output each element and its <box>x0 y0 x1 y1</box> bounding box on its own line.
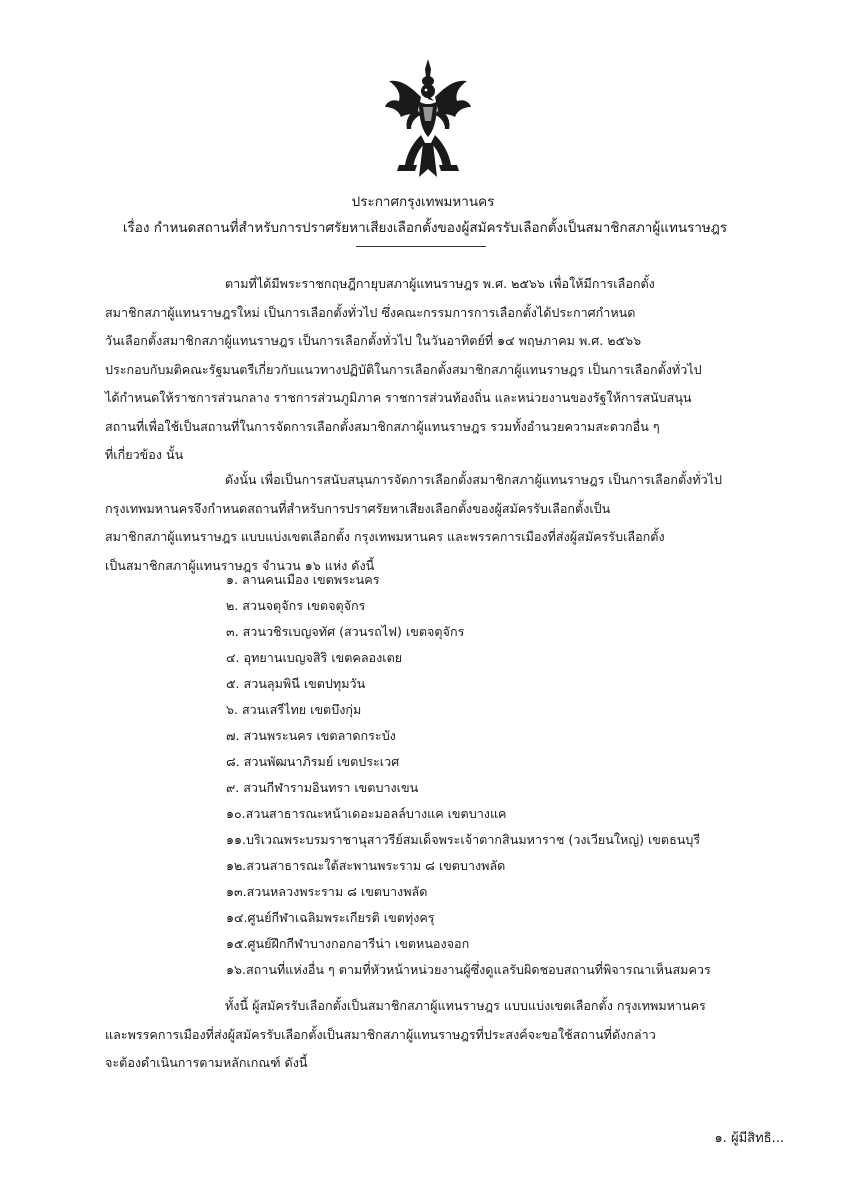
garuda-emblem-icon <box>383 57 473 179</box>
list-item: ๘. สวนพัฒนาภิรมย์ เขตประเวศ <box>226 754 400 769</box>
list-item: ๒. สวนจตุจักร เขตจตุจักร <box>226 598 366 613</box>
paragraph-line: ที่เกี่ยวข้อง นั้น <box>105 447 184 462</box>
paragraph-intro <box>105 270 795 470</box>
paragraph-announcement <box>105 466 795 580</box>
page-continuation: ๑. ผู้มีสิทธิ... <box>714 1131 784 1146</box>
paragraph-line: วันเลือกตั้งสมาชิกสภาผู้แทนราษฎร เป็นการเลือกตั้งทั่วไป ในวันอาทิตย์ที่ ๑๔ พฤษภาคม พ.ศ. ๒๕๖๖ <box>105 333 642 348</box>
list-item: ๑๑.บริเวณพระบรมราชานุสาวรีย์สมเด็จพระเจ้าตากสินมหาราช (วงเวียนใหญ่) เขตธนบุรี <box>226 832 701 847</box>
paragraph-line: ตามที่ได้มีพระราชกฤษฎีกายุบสภาผู้แทนราษฎร พ.ศ. ๒๕๖๖ เพื่อให้มีการเลือกตั้ง <box>225 276 655 291</box>
list-item: ๑๕.ศูนย์ฝึกกีฬาบางกอกอารีน่า เขตหนองจอก <box>226 936 470 951</box>
list-item: ๑๒.สวนสาธารณะใต้สะพานพระราม ๘ เขตบางพลัด <box>226 858 506 873</box>
paragraph-line: ดังนั้น เพื่อเป็นการสนับสนุนการจัดการเลือกตั้งสมาชิกสภาผู้แทนราษฎร เป็นการเลือกตั้งทั่วไป <box>225 472 722 487</box>
list-item: ๙. สวนกีฬารามอินทรา เขตบางเขน <box>226 780 419 795</box>
list-item: ๗. สวนพระนคร เขตลาดกระบัง <box>226 728 396 743</box>
paragraph-line: ทั้งนี้ ผู้สมัครรับเลือกตั้งเป็นสมาชิกสภาผู้แทนราษฎร แบบแบ่งเขตเลือกตั้ง กรุงเทพมหานคร <box>225 998 706 1013</box>
paragraph-line: จะต้องดำเนินการตามหลักเกณฑ์ ดังนี้ <box>105 1055 308 1070</box>
paragraph-line: สมาชิกสภาผู้แทนราษฎรใหม่ เป็นการเลือกตั้งทั่วไป ซึ่งคณะกรรมการการเลือกตั้งได้ประกาศกำหนด <box>105 304 636 320</box>
list-item: ๖. สวนเสรีไทย เขตบึงกุ่ม <box>226 702 362 717</box>
paragraph-line: ประกอบกับมติคณะรัฐมนตรีเกี่ยวกับแนวทางปฏิบัติในการเลือกตั้งสมาชิกสภาผู้แทนราษฎร เป็นการเลือกตั้งทั่วไป <box>105 361 702 377</box>
page-title: ประกาศกรุงเทพมหานคร <box>351 194 495 210</box>
paragraph-line: และพรรคการเมืองที่ส่งผู้สมัครรับเลือกตั้งเป็นสมาชิกสภาผู้แทนราษฎรที่ประสงค์จะขอใช้สถานที่ดังกล่าว <box>105 1026 656 1042</box>
list-item: ๕. สวนลุมพินี เขตปทุมวัน <box>226 676 366 691</box>
list-item: ๑๖.สถานที่แห่งอื่น ๆ ตามที่หัวหน้าหน่วยงานผู้ซึ่งดูแลรับผิดชอบสถานที่พิจารณาเห็นสมควร <box>226 962 711 977</box>
list-item: ๔. อุทยานเบญจสิริ เขตคลองเตย <box>226 650 403 665</box>
list-item: ๑๔.ศูนย์กีฬาเฉลิมพระเกียรติ เขตทุ่งครุ <box>226 910 435 925</box>
document-subject: เรื่อง กำหนดสถานที่สำหรับการปราศรัยหาเสียงเลือกตั้งของผู้สมัครรับเลือกตั้งเป็นสมาชิกสภาผู้แทนราษฎร <box>122 220 728 236</box>
paragraph-conditions <box>105 992 795 1078</box>
list-item: ๑๐.สวนสาธารณะหน้าเดอะมอลล์บางแค เขตบางแค <box>226 806 507 821</box>
list-item: ๑๓.สวนหลวงพระราม ๘ เขตบางพลัด <box>226 884 428 899</box>
paragraph-line: เป็นสมาชิกสภาผู้แทนราษฎร จำนวน ๑๖ แห่ง ดังนี้ <box>105 557 375 573</box>
title-divider <box>356 246 486 247</box>
paragraph-line: สถานที่เพื่อใช้เป็นสถานที่ในการจัดการเลือกตั้งสมาชิกสภาผู้แทนราษฎร รวมทั้งอำนวยความสะดวกอื่น ๆ <box>105 418 660 434</box>
paragraph-line: สมาชิกสภาผู้แทนราษฎร แบบแบ่งเขตเลือกตั้ง กรุงเทพมหานคร และพรรคการเมืองที่ส่งผู้สมัครรับเลือกตั้ง <box>105 529 665 544</box>
paragraph-line: กรุงเทพมหานครจึงกำหนดสถานที่สำหรับการปราศรัยหาเสียงเลือกตั้งของผู้สมัครรับเลือกตั้งเป็น <box>105 500 611 516</box>
paragraph-line: ได้กำหนดให้ราชการส่วนกลาง ราชการส่วนภูมิภาค ราชการส่วนท้องถิ่น และหน่วยงานของรัฐให้การสนับสนุน <box>105 390 692 405</box>
location-list <box>226 567 711 983</box>
list-item: ๑. ลานคนเมือง เขตพระนคร <box>226 572 380 587</box>
list-item: ๓. สวนวชิรเบญจทัศ (สวนรถไฟ) เขตจตุจักร <box>226 624 465 639</box>
